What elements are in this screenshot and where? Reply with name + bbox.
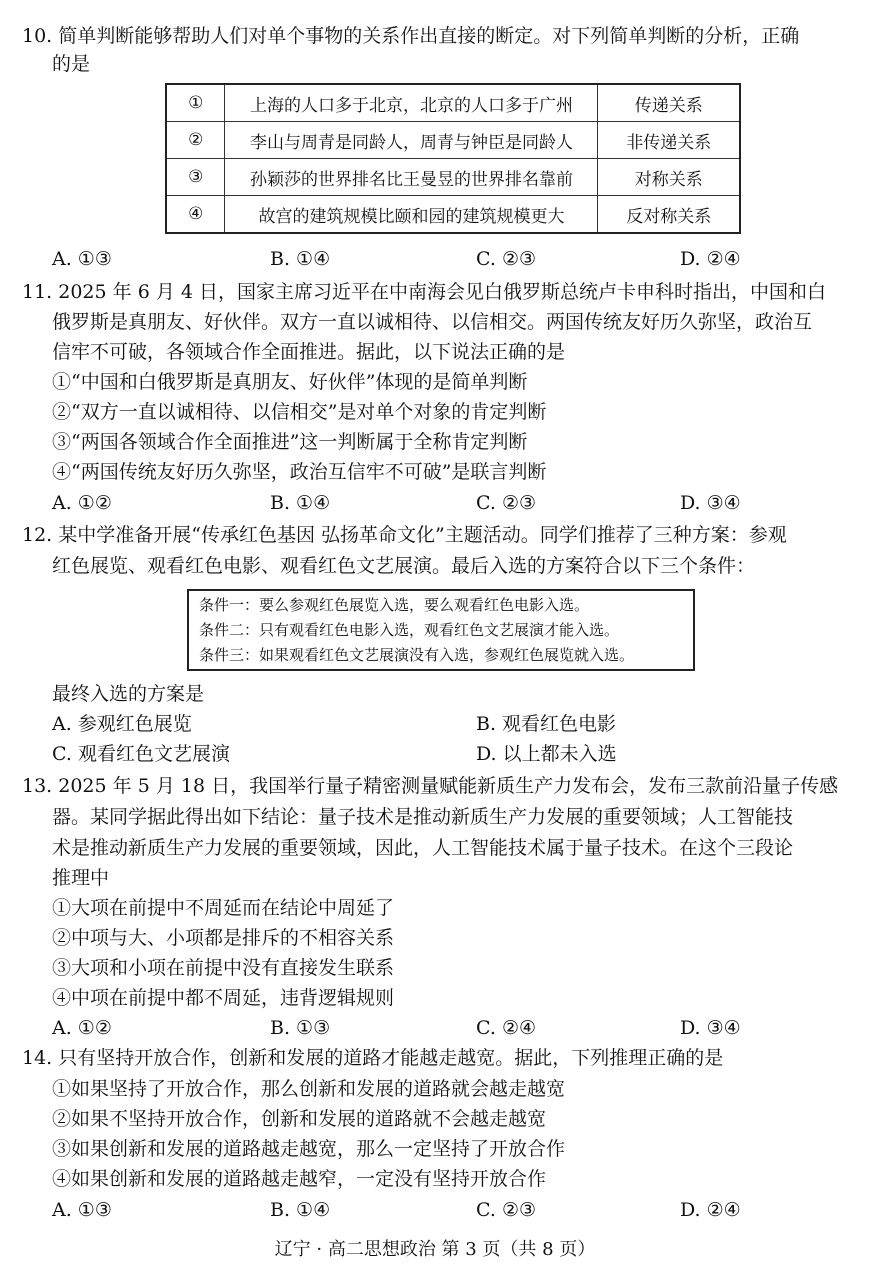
q11-item-4: ④“两国传统友好历久弥坚，政治互信牢不可破”是联言判断	[52, 461, 547, 483]
table-cell-num: ③	[166, 159, 225, 196]
q12-question: 最终入选的方案是	[52, 683, 205, 705]
table-cell-relation: 反对称关系	[598, 196, 740, 234]
q14-option-d[interactable]: D. ②④	[680, 1199, 741, 1221]
q11-option-b[interactable]: B. ①④	[270, 492, 331, 514]
q10-stem-line-2: 的是	[52, 53, 91, 75]
table-row	[166, 196, 740, 234]
q12-conditions-box	[187, 589, 695, 671]
q13-item-3: ③大项和小项在前提中没有直接发生联系	[52, 957, 395, 979]
q13-option-b[interactable]: B. ①③	[270, 1017, 331, 1039]
table-cell-statement: 李山与周青是同龄人，周青与钟臣是同龄人	[225, 122, 598, 159]
q11-stem-line-3: 信牢不可破，各领域合作全面推进。据此，以下说法正确的是	[52, 341, 566, 363]
table-cell-relation: 传递关系	[598, 84, 740, 122]
q11-item-3: ③“两国各领域合作全面推进”这一判断属于全称肯定判断	[52, 431, 528, 453]
q13-option-d[interactable]: D. ③④	[680, 1017, 741, 1039]
q11-stem-line-2: 俄罗斯是真朋友、好伙伴。双方一直以诚相待、以信相交。两国传统友好历久弥坚，政治互	[52, 311, 813, 333]
table-cell-num: ②	[166, 122, 225, 159]
q12-option-c[interactable]: C. 观看红色文艺展演	[52, 743, 230, 765]
q12-option-b[interactable]: B. 观看红色电影	[476, 713, 617, 735]
q14-item-2: ②如果不坚持开放合作，创新和发展的道路就不会越走越宽	[52, 1108, 547, 1130]
table-cell-statement: 孙颖莎的世界排名比王曼昱的世界排名靠前	[225, 159, 598, 196]
q13-item-4: ④中项在前提中都不周延，违背逻辑规则	[52, 987, 395, 1009]
q13-stem-line-1: 13. 2025 年 5 月 18 日，我国举行量子精密测量赋能新质生产力发布会，发布三款前沿量子传感	[22, 775, 839, 797]
table-cell-statement: 故宫的建筑规模比颐和园的建筑规模更大	[225, 196, 598, 234]
q11-item-2: ②“双方一直以诚相待、以信相交”是对单个对象的肯定判断	[52, 401, 547, 423]
page-footer: 辽宁 · 高二思想政治 第 3 页（共 8 页）	[274, 1239, 596, 1260]
q13-stem-line-3: 术是推动新质生产力发展的重要领域，因此，人工智能技术属于量子技术。在这个三段论	[52, 837, 794, 859]
q10-option-b[interactable]: B. ①④	[270, 248, 331, 270]
q13-option-c[interactable]: C. ②④	[476, 1017, 537, 1039]
q11-option-d[interactable]: D. ③④	[680, 492, 741, 514]
q13-stem-line-2: 器。某同学据此得出如下结论：量子技术是推动新质生产力发展的重要领域；人工智能技	[52, 806, 794, 828]
q10-stem-line-1: 10. 简单判断能够帮助人们对单个事物的关系作出直接的断定。对下列简单判断的分析，正确	[22, 25, 800, 47]
q11-option-a[interactable]: A. ①②	[52, 492, 112, 514]
q11-options	[52, 489, 832, 517]
q14-item-3: ③如果创新和发展的道路越走越宽，那么一定坚持了开放合作	[52, 1138, 566, 1160]
table-row	[166, 159, 740, 196]
q12-condition-1: 条件一：要么参观红色展览入选，要么观看红色电影入选。	[199, 596, 590, 614]
q13-option-a[interactable]: A. ①②	[52, 1017, 112, 1039]
table-cell-relation: 对称关系	[598, 159, 740, 196]
table-cell-statement: 上海的人口多于北京，北京的人口多于广州	[225, 84, 598, 122]
q14-stem-line-1: 14. 只有坚持开放合作，创新和发展的道路才能越走越宽。据此，下列推理正确的是	[22, 1047, 724, 1069]
q13-stem-line-4: 推理中	[52, 867, 110, 889]
q10-relation-table	[165, 83, 741, 234]
q10-option-d[interactable]: D. ②④	[680, 248, 741, 270]
q12-condition-2: 条件二：只有观看红色电影入选，观看红色文艺展演才能入选。	[199, 621, 620, 639]
q14-item-1: ①如果坚持了开放合作，那么创新和发展的道路就会越走越宽	[52, 1078, 566, 1100]
table-row	[166, 122, 740, 159]
q13-item-2: ②中项与大、小项都是排斥的不相容关系	[52, 927, 395, 949]
q13-options	[52, 1014, 832, 1042]
table-cell-num: ①	[166, 84, 225, 122]
q12-options-row-2	[52, 740, 832, 768]
q12-stem-line-1: 12. 某中学准备开展“传承红色基因 弘扬革命文化”主题活动。同学们推荐了三种方案：参观	[22, 524, 787, 546]
q10-option-c[interactable]: C. ②③	[476, 248, 537, 270]
q12-stem-line-2: 红色展览、观看红色电影、观看红色文艺展演。最后入选的方案符合以下三个条件：	[52, 555, 756, 577]
q12-option-d[interactable]: D. 以上都未入选	[476, 743, 617, 765]
q14-option-b[interactable]: B. ①④	[270, 1199, 331, 1221]
q11-item-1: ①“中国和白俄罗斯是真朋友、好伙伴”体现的是简单判断	[52, 371, 528, 393]
q11-stem-line-1: 11. 2025 年 6 月 4 日，国家主席习近平在中南海会见白俄罗斯总统卢卡申科时指出，中国和白	[22, 281, 826, 303]
q10-options	[52, 245, 832, 273]
table-cell-relation: 非传递关系	[598, 122, 740, 159]
q11-option-c[interactable]: C. ②③	[476, 492, 537, 514]
q13-item-1: ①大项在前提中不周延而在结论中周延了	[52, 897, 395, 919]
q12-options-row-1	[52, 710, 832, 738]
q14-item-4: ④如果创新和发展的道路越走越窄，一定没有坚持开放合作	[52, 1168, 547, 1190]
q14-option-a[interactable]: A. ①③	[52, 1199, 112, 1221]
q10-option-a[interactable]: A. ①③	[52, 248, 112, 270]
q12-option-a[interactable]: A. 参观红色展览	[52, 713, 192, 735]
table-cell-num: ④	[166, 196, 225, 234]
q12-condition-3: 条件三：如果观看红色文艺展演没有入选，参观红色展览就入选。	[199, 646, 635, 664]
q14-options	[52, 1196, 832, 1224]
table-row	[166, 84, 740, 122]
q14-option-c[interactable]: C. ②③	[476, 1199, 537, 1221]
